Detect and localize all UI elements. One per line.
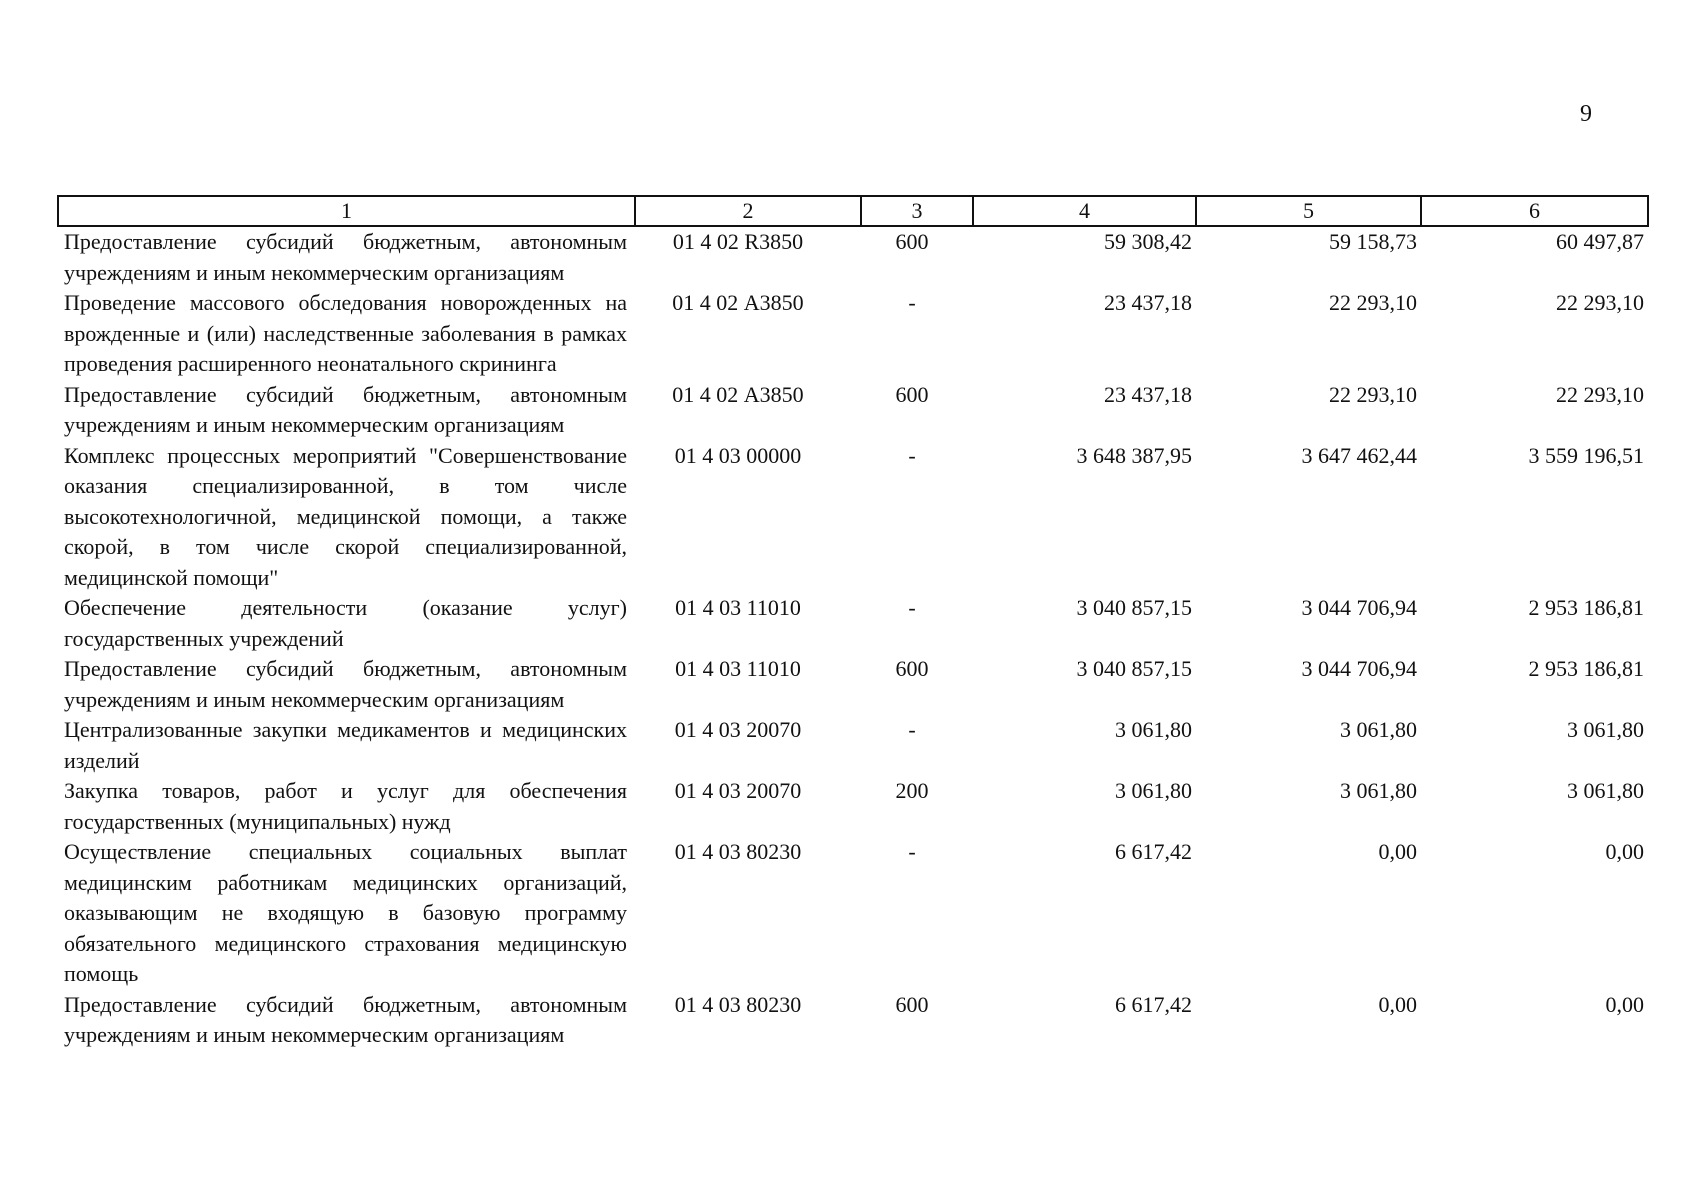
row-code: 01 4 03 80230 <box>674 839 802 864</box>
row-value-5: 3 061,80 <box>1340 717 1417 742</box>
row-value-4: 3 061,80 <box>1115 778 1192 803</box>
row-value-5: 0,00 <box>1378 839 1417 864</box>
column-header-3: 3 <box>861 196 973 226</box>
row-code: 01 4 02 R3850 <box>672 229 804 254</box>
table-row <box>58 288 1648 380</box>
row-type: 600 <box>895 381 929 407</box>
row-type: - <box>908 595 916 620</box>
row-type: - <box>908 442 916 468</box>
row-value-5: 0,00 <box>1378 991 1417 1017</box>
row-value-4: 59 308,42 <box>1104 229 1192 254</box>
row-value-6: 3 061,80 <box>1567 778 1644 803</box>
row-code: 01 4 03 00000 <box>674 442 802 468</box>
table-row <box>58 776 1648 837</box>
table-row <box>58 837 1648 990</box>
row-name: Проведение массового обследования новорожденных на врожденные и (или) наследственные заболевания в рамках проведения расширенного неонатального скрининга <box>64 290 627 376</box>
table-row <box>58 226 1648 288</box>
column-header-6: 6 <box>1421 196 1648 226</box>
row-name: Предоставление субсидий бюджетным, автономным учреждениям и иным некоммерческим организациям <box>64 381 627 437</box>
row-value-5: 3 061,80 <box>1340 778 1417 803</box>
row-value-5: 22 293,10 <box>1329 290 1417 315</box>
row-code: 01 4 03 80230 <box>674 991 802 1017</box>
row-value-6: 2 953 186,81 <box>1528 656 1644 681</box>
row-value-4: 6 617,42 <box>1115 991 1192 1017</box>
row-value-5: 3 044 706,94 <box>1301 656 1417 681</box>
row-name: Обеспечение деятельности (оказание услуг) государственных учреждений <box>64 595 627 651</box>
row-type: 600 <box>895 991 929 1017</box>
row-value-5: 3 044 706,94 <box>1301 595 1417 620</box>
table-row <box>58 380 1648 441</box>
row-value-4: 23 437,18 <box>1104 381 1192 407</box>
row-value-6: 60 497,87 <box>1556 229 1644 254</box>
row-name: Закупка товаров, работ и услуг для обеспечения государственных (муниципальных) нужд <box>64 778 627 834</box>
row-name: Комплекс процессных мероприятий "Совершенствование оказания специализированной, в том числе высокотехнологичной, медицинской помощи, а также скорой, в том числе скорой специализированной, медицинской помощи" <box>64 442 627 590</box>
row-code: 01 4 03 11010 <box>675 595 801 620</box>
table-header-row <box>58 196 1648 226</box>
row-type: - <box>908 290 916 315</box>
row-value-6: 3 559 196,51 <box>1528 442 1644 468</box>
row-type: 200 <box>895 778 929 803</box>
row-code: 01 4 02 А3850 <box>672 290 804 315</box>
row-code: 01 4 03 20070 <box>674 717 802 742</box>
row-type: - <box>908 717 916 742</box>
row-value-4: 3 040 857,15 <box>1076 595 1192 620</box>
row-code: 01 4 02 А3850 <box>672 381 804 407</box>
table-row <box>58 441 1648 594</box>
row-value-5: 3 647 462,44 <box>1301 442 1417 468</box>
column-header-4: 4 <box>973 196 1196 226</box>
row-type: 600 <box>895 656 929 681</box>
row-value-5: 22 293,10 <box>1329 381 1417 407</box>
row-type: 600 <box>895 229 929 254</box>
table-row <box>58 654 1648 715</box>
row-name: Централизованные закупки медикаментов и медицинских изделий <box>64 717 627 773</box>
row-value-4: 3 061,80 <box>1115 717 1192 742</box>
row-value-6: 0,00 <box>1605 839 1644 864</box>
row-value-5: 59 158,73 <box>1329 229 1417 254</box>
column-header-5: 5 <box>1196 196 1421 226</box>
table-row <box>58 715 1648 776</box>
row-name: Предоставление субсидий бюджетным, автономным учреждениям и иным некоммерческим организациям <box>64 656 627 712</box>
row-value-4: 3 040 857,15 <box>1076 656 1192 681</box>
budget-table <box>57 195 1649 1051</box>
row-value-6: 22 293,10 <box>1556 381 1644 407</box>
page-number: 9 <box>1580 101 1592 127</box>
row-value-6: 22 293,10 <box>1556 290 1644 315</box>
row-value-6: 3 061,80 <box>1567 717 1644 742</box>
row-code: 01 4 03 20070 <box>674 778 802 803</box>
row-name: Осуществление специальных социальных выплат медицинским работникам медицинских организаций, оказывающим не входящую в базовую программу обязательного медицинского страхования медицинскую помощь <box>64 839 627 986</box>
column-header-2: 2 <box>635 196 861 226</box>
row-type: - <box>908 839 916 864</box>
row-value-4: 3 648 387,95 <box>1076 442 1192 468</box>
row-value-6: 0,00 <box>1605 991 1644 1017</box>
row-name: Предоставление субсидий бюджетным, автономным учреждениям и иным некоммерческим организациям <box>64 991 627 1047</box>
row-value-4: 6 617,42 <box>1115 839 1192 864</box>
row-code: 01 4 03 11010 <box>675 656 801 681</box>
row-value-6: 2 953 186,81 <box>1528 595 1644 620</box>
column-header-1: 1 <box>58 196 635 226</box>
row-value-4: 23 437,18 <box>1104 290 1192 315</box>
row-name: Предоставление субсидий бюджетным, автономным учреждениям и иным некоммерческим организациям <box>64 229 627 285</box>
table-row <box>58 593 1648 654</box>
table-row <box>58 990 1648 1051</box>
